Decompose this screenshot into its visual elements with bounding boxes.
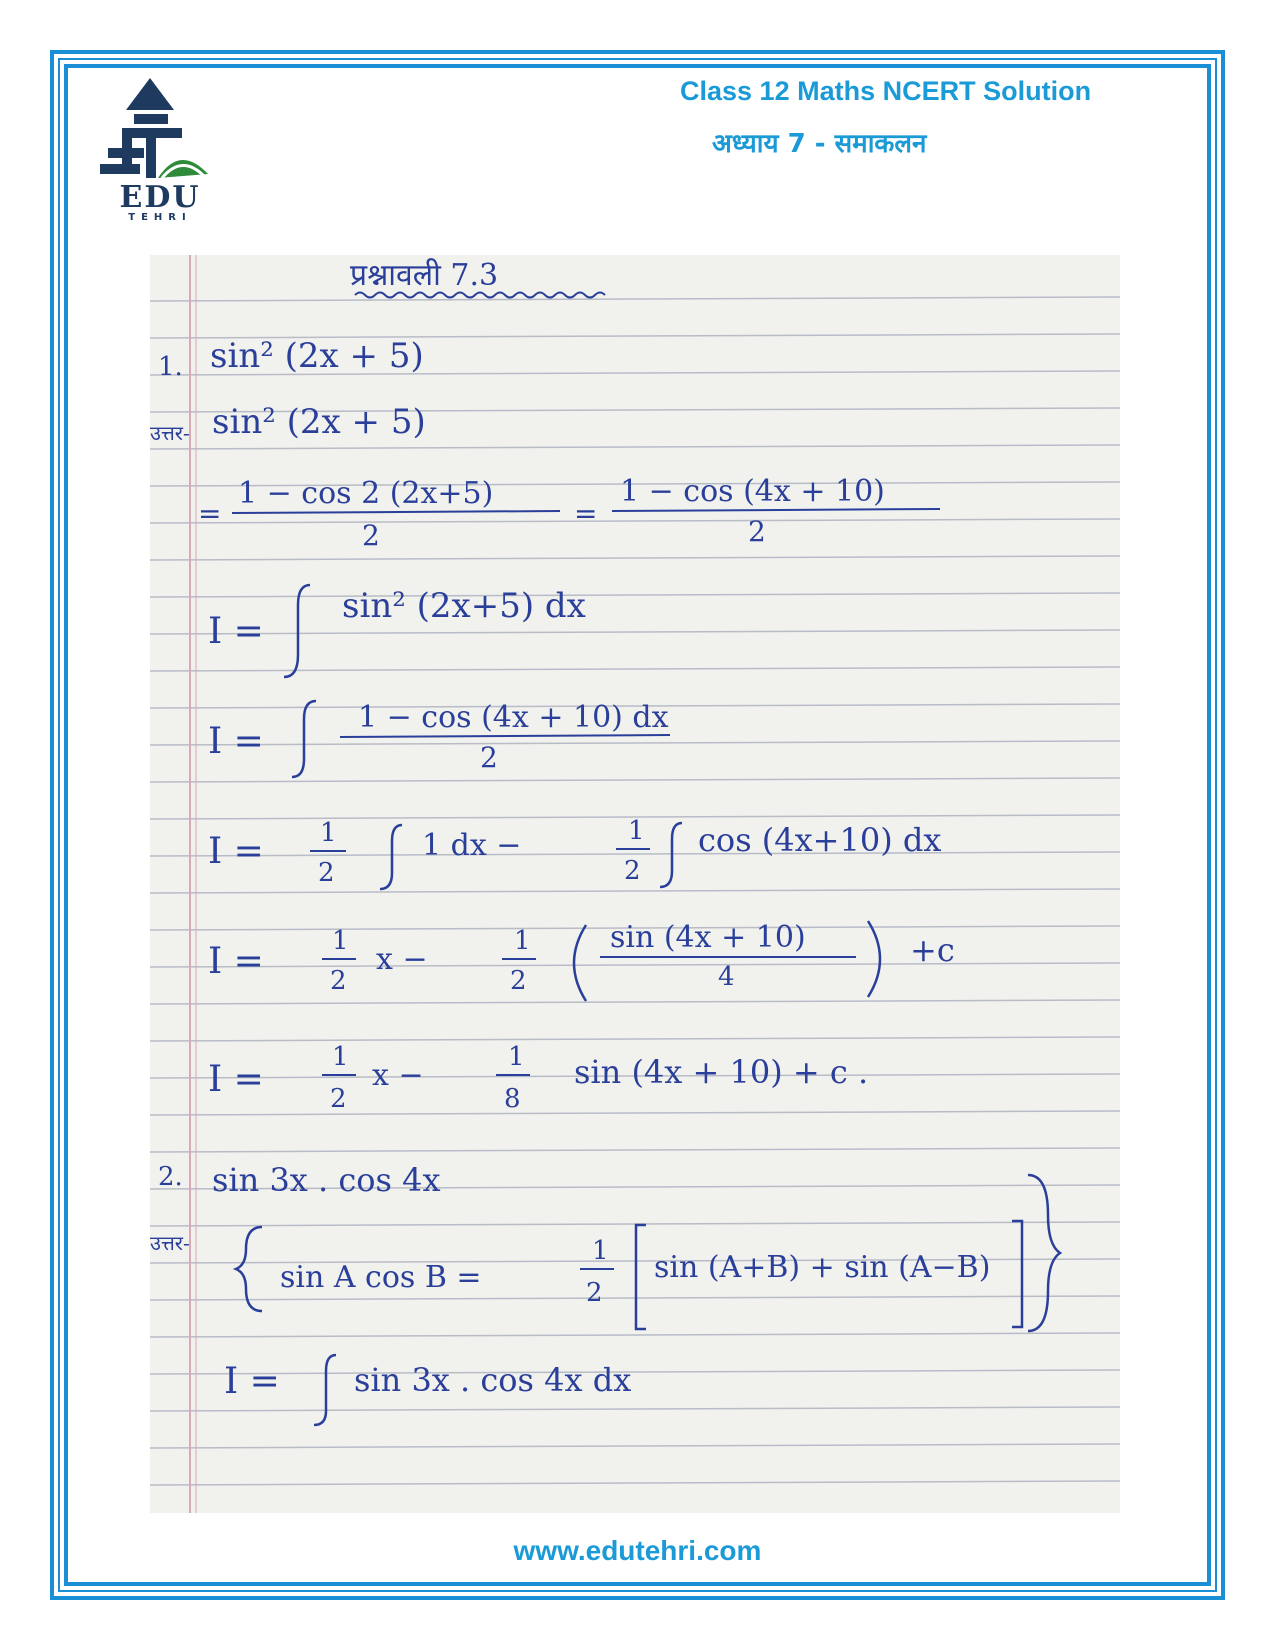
integral-sign — [292, 701, 316, 777]
q2-formula-f-num: 1 — [592, 1236, 609, 1266]
ruled-line — [150, 1333, 1120, 1337]
q1-step1-den-b: 2 — [748, 515, 766, 548]
q1-question: sin² (2x + 5) — [210, 336, 424, 376]
q1-step5-x: x − — [376, 942, 428, 977]
q1-answer-label: उत्तर- — [150, 421, 190, 445]
q2-question: sin 3x . cos 4x — [212, 1161, 441, 1199]
q1-step3-lhs: I = — [208, 721, 264, 762]
ruled-line — [150, 593, 1120, 597]
q1-step1-eq: = — [198, 497, 222, 530]
q1-step1-bar-b — [612, 509, 940, 511]
ruled-line — [150, 1444, 1120, 1448]
ruled-line — [150, 556, 1120, 560]
logo-brand-text: EDU — [119, 180, 201, 215]
ruled-line — [150, 778, 1120, 782]
q1-step5-inner-num: sin (4x + 10) — [610, 920, 806, 955]
ruled-line — [150, 1370, 1120, 1374]
q1-step6-f1-den: 2 — [330, 1084, 347, 1114]
q1-step6-rhs: sin (4x + 10) + c . — [574, 1053, 869, 1091]
q1-step4-mid: 1 dx − — [422, 828, 522, 863]
ruled-line — [150, 1407, 1120, 1411]
q1-step6-f2-num: 1 — [508, 1042, 525, 1072]
ruled-line — [150, 630, 1120, 634]
q1-step5-c: +c — [910, 931, 955, 969]
ruled-line — [150, 1037, 1120, 1041]
q1-step1-den-a: 2 — [362, 519, 380, 552]
left-bracket — [636, 1225, 646, 1329]
q1-step5-f2-num: 1 — [514, 926, 531, 956]
right-bracket — [1012, 1221, 1022, 1327]
q1-step6-lhs: I = — [208, 1059, 264, 1100]
exercise-heading: प्रश्नावली 7.3 — [350, 258, 499, 293]
q1-step2-lhs: I = — [208, 611, 264, 652]
q1-step5-lhs: I = — [208, 941, 264, 982]
q1-step4-f2-num: 1 — [628, 816, 645, 846]
notebook-svg — [150, 255, 1120, 1513]
integral-sign — [314, 1355, 336, 1425]
q1-step4-f2-den: 2 — [624, 856, 641, 886]
logo-sub-text: TEHRI — [128, 212, 192, 223]
q1-step6-f2-den: 8 — [504, 1084, 521, 1114]
q1-step3-den: 2 — [480, 741, 498, 774]
ruled-line — [150, 297, 1120, 301]
q1-number: 1. — [158, 352, 183, 382]
ruled-line — [150, 1481, 1120, 1485]
q1-step5-f2-den: 2 — [510, 966, 527, 996]
q1-step1-eq2: = — [574, 497, 598, 530]
q1-step4-lhs: I = — [208, 831, 264, 872]
q1-step6-f1-num: 1 — [332, 1042, 349, 1072]
q2-formula-lhs: sin A cos B = — [280, 1260, 482, 1295]
q1-step3-bar — [340, 735, 670, 737]
chapter-title: अध्याय 7 - समाकलन — [712, 129, 927, 159]
q2-formula-rhs: sin (A+B) + sin (A−B) — [654, 1250, 991, 1285]
q1-step4-f1-num: 1 — [320, 818, 337, 848]
ruled-line — [150, 1000, 1120, 1004]
q1-step3-num: 1 − cos (4x + 10) dx — [358, 700, 669, 735]
ruled-line — [150, 889, 1120, 893]
q2-formula-f-den: 2 — [586, 1278, 603, 1308]
page-title: Class 12 Maths NCERT Solution — [680, 76, 1092, 106]
heading-underline — [355, 293, 605, 298]
q1-step4-rhs: cos (4x+10) dx — [698, 821, 942, 859]
ruled-line — [150, 741, 1120, 745]
q1-step5-inner-den: 4 — [718, 962, 735, 992]
ruled-line — [150, 519, 1120, 523]
q1-step5-f1-num: 1 — [332, 926, 349, 956]
q1-step4-f1-den: 2 — [318, 858, 335, 888]
integral-sign — [660, 823, 682, 887]
q2-step1-lhs: I = — [224, 1361, 280, 1402]
integral-sign — [380, 825, 402, 889]
q1-step1-num-b: 1 − cos (4x + 10) — [620, 474, 885, 509]
website-url-link[interactable]: www.edutehri.com — [513, 1535, 762, 1566]
q2-number: 2. — [158, 1162, 183, 1192]
notebook-page — [150, 255, 1120, 1513]
left-brace — [236, 1227, 262, 1311]
ruled-line — [150, 1111, 1120, 1115]
q1-step2-rhs: sin² (2x+5) dx — [342, 586, 586, 626]
q2-answer-label: उत्तर- — [150, 1231, 190, 1255]
left-paren — [574, 925, 586, 1001]
q1-step5-f1-den: 2 — [330, 966, 347, 996]
q1-step1-num-a: 1 − cos 2 (2x+5) — [238, 476, 494, 511]
right-paren — [868, 921, 880, 997]
ruled-line — [150, 1148, 1120, 1152]
q2-step1-rhs: sin 3x . cos 4x dx — [354, 1361, 632, 1399]
ruled-line — [150, 963, 1120, 967]
q1-step1-bar-a — [232, 511, 560, 513]
q1-step6-x: x − — [372, 1058, 424, 1093]
ruled-line — [150, 445, 1120, 449]
integral-sign — [284, 585, 310, 677]
q1-answer-line: sin² (2x + 5) — [212, 402, 426, 442]
right-brace — [1028, 1175, 1060, 1331]
